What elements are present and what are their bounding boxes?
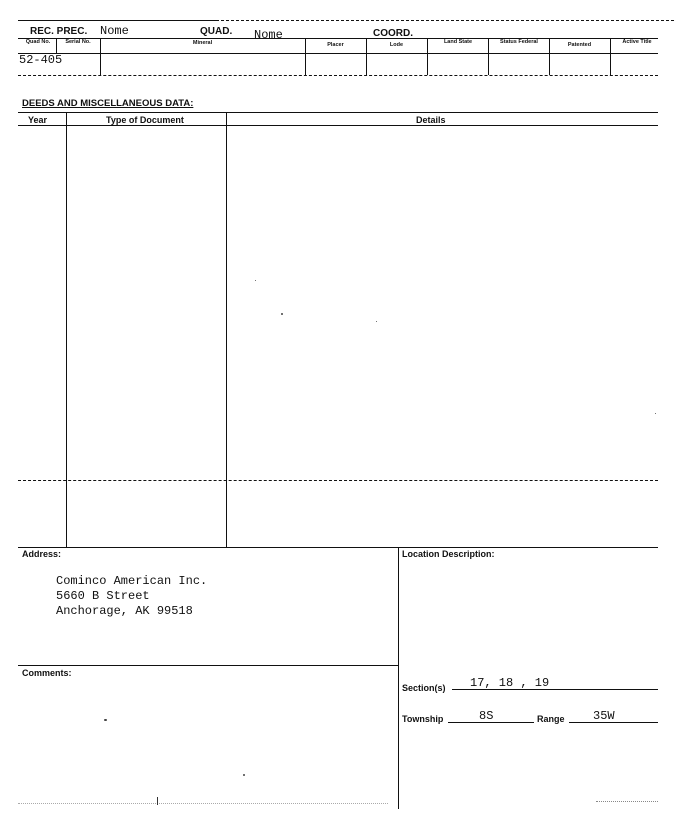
- scan-speck: [376, 321, 377, 322]
- bottom-scan-noise: [18, 803, 388, 804]
- mineral-header: Mineral: [192, 40, 213, 46]
- active-title-header: Active Title: [622, 39, 652, 45]
- comments-top-rule: [18, 665, 398, 666]
- year-col-divider: [66, 112, 67, 547]
- location-description-label: Location Description:: [402, 549, 495, 559]
- scan-speck: [281, 313, 283, 315]
- type-of-document-header: Type of Document: [106, 115, 184, 125]
- claim-table-bottom-rule: [18, 75, 658, 76]
- address-line-3: Anchorage, AK 99518: [56, 604, 193, 618]
- patented-header: Patented: [567, 42, 592, 48]
- claim-col-divider: [610, 38, 611, 75]
- address-label: Address:: [22, 549, 62, 559]
- scan-speck: [243, 774, 245, 776]
- quad-value: Nome: [254, 28, 283, 42]
- deeds-section-title: DEEDS AND MISCELLANEOUS DATA:: [22, 98, 194, 109]
- range-label: Range: [537, 714, 565, 724]
- township-label: Township: [402, 714, 444, 724]
- header-top-rule-left: [18, 20, 216, 21]
- address-line-2: 5660 B Street: [56, 589, 150, 603]
- status-federal-header: Status Federal: [500, 39, 538, 45]
- claim-col-divider: [56, 38, 57, 53]
- rec-prec-label: REC. PREC.: [30, 26, 88, 37]
- claim-col-divider: [427, 38, 428, 75]
- scan-speck: [157, 797, 158, 805]
- serial-no-header: Serial No.: [65, 39, 91, 45]
- quad-label: QUAD.: [200, 26, 233, 37]
- quad-no-header: Quad No.: [25, 39, 51, 45]
- land-state-header: Land State: [443, 39, 473, 45]
- scan-speck: [255, 280, 256, 281]
- address-line-1: Cominco American Inc.: [56, 574, 208, 588]
- coord-label: COORD.: [373, 28, 413, 39]
- details-header: Details: [416, 115, 446, 125]
- placer-header: Placer: [327, 42, 344, 48]
- header-top-rule: [216, 20, 674, 21]
- scan-speck: [104, 719, 107, 721]
- rec-prec-value: Nome: [100, 24, 129, 38]
- deeds-top-rule: [18, 112, 658, 113]
- address-location-divider: [398, 547, 399, 809]
- deeds-bottom-rule: [18, 547, 658, 548]
- claim-header-bottom-rule: [18, 53, 658, 54]
- bottom-right-scan-noise: [596, 801, 658, 802]
- sections-value: 17, 18 , 19: [470, 676, 550, 690]
- scan-speck: [655, 413, 656, 414]
- comments-label: Comments:: [22, 668, 72, 678]
- deeds-header-rule: [18, 125, 658, 126]
- type-col-divider: [226, 112, 227, 547]
- quad-serial-value: 52-405: [19, 53, 63, 67]
- claim-table-top-rule: [18, 38, 658, 39]
- township-value: 8S: [479, 709, 494, 723]
- range-value: 35W: [593, 709, 615, 723]
- year-header: Year: [28, 115, 48, 125]
- sections-label: Section(s): [402, 683, 446, 693]
- claim-col-divider: [488, 38, 489, 75]
- lode-header: Lode: [389, 42, 404, 48]
- deeds-dashed-rule: [18, 480, 658, 481]
